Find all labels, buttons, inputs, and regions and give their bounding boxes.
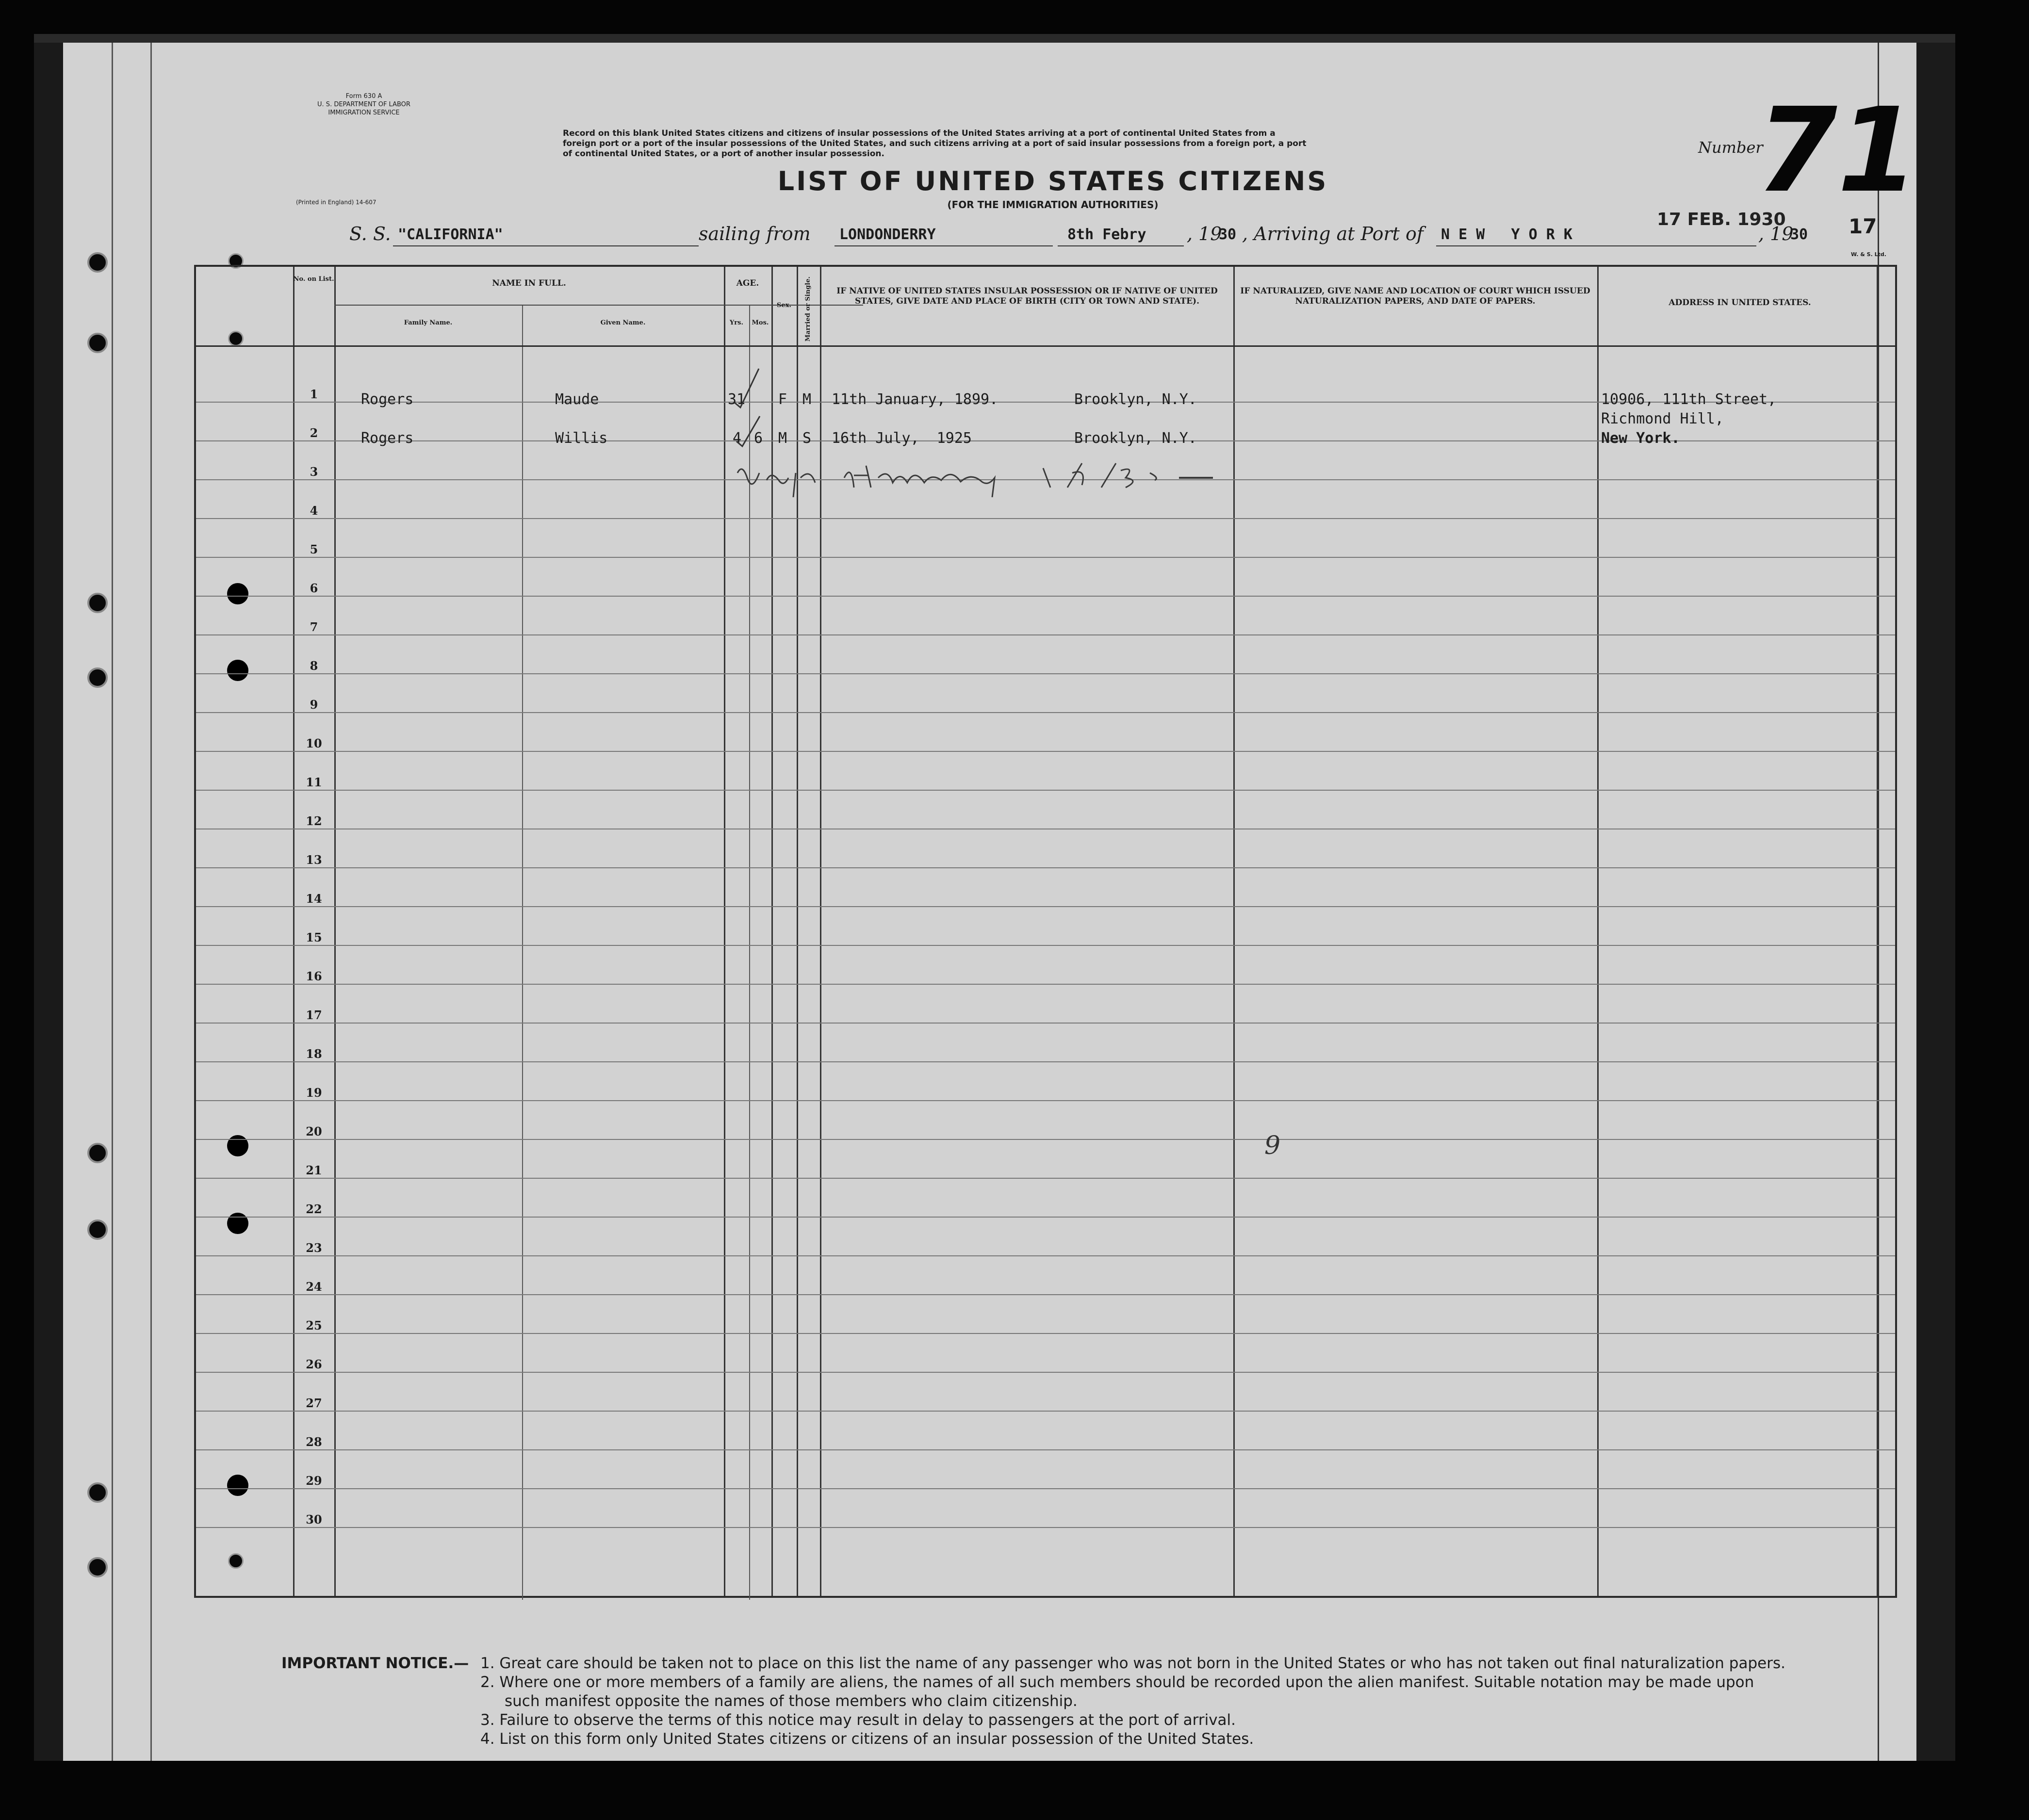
binder-shadow	[34, 34, 63, 1761]
arrival-year-prefix: , 19	[1758, 223, 1794, 244]
age-years-cell: 31	[728, 391, 746, 408]
binder-hole	[87, 593, 108, 613]
row-rule	[196, 1100, 1895, 1101]
column-divider	[1233, 267, 1235, 1596]
row-rule	[196, 1294, 1895, 1295]
col-header-number: No. on List.	[293, 276, 334, 283]
notice-item: such manifest opposite the names of those members who claim citizenship.	[505, 1692, 1078, 1710]
inspector-signature	[733, 458, 1227, 502]
row-rule	[196, 712, 1895, 713]
row-rule	[196, 1139, 1895, 1140]
row-number: 25	[306, 1318, 322, 1332]
row-number: 26	[306, 1357, 322, 1371]
column-divider	[1597, 267, 1599, 1596]
family-name-cell: Rogers	[361, 391, 414, 408]
arrival-port-underline	[1436, 245, 1756, 246]
birth-place-cell: Brooklyn, N.Y.	[1074, 391, 1197, 408]
form-instructions	[563, 129, 1577, 159]
row-rule	[196, 1449, 1895, 1450]
row-number: 8	[310, 659, 318, 673]
corner-number: 17	[1849, 214, 1877, 238]
instruction-line: foreign port or a port of the insular possessions of the United States, and such citizens arriving at a port of said insular possessions from a foreign port, a port	[563, 139, 1307, 148]
row-number: 29	[306, 1474, 322, 1488]
row-number: 16	[306, 969, 322, 983]
address-line: 10906, 111th Street,	[1601, 391, 1777, 408]
row-number: 19	[306, 1086, 322, 1100]
row-number: 20	[306, 1124, 322, 1138]
col-header-given-name: Given Name.	[600, 319, 646, 326]
column-divider	[522, 306, 523, 1600]
notice-item: 4. List on this form only United States citizens or citizens of an insular possession of the United States.	[480, 1730, 1254, 1748]
department-name: U. S. DEPARTMENT OF LABOR	[317, 101, 410, 108]
given-name-cell: Willis	[555, 430, 608, 447]
ss-label: S. S.	[349, 223, 391, 244]
arriving-label: , Arriving at Port of	[1242, 223, 1424, 244]
check-marks	[730, 364, 778, 456]
binder-line	[150, 34, 152, 1761]
col-header-marital: Married or Single.	[804, 276, 812, 341]
row-number: 23	[306, 1241, 322, 1255]
instruction-line: of continental United States, or a port of another insular possession.	[563, 149, 884, 159]
row-rule	[196, 673, 1895, 674]
row-number: 14	[306, 892, 322, 906]
sailing-from-label: sailing from	[699, 223, 811, 244]
notice-heading: IMPORTANT NOTICE.—	[281, 1655, 469, 1672]
row-number: 9	[310, 698, 318, 712]
row-number: 12	[306, 814, 322, 828]
date-underline	[1058, 245, 1184, 246]
binder-hole	[87, 252, 108, 273]
departure-year: 30	[1219, 226, 1237, 243]
instruction-line: Record on this blank United States citizens and citizens of insular possessions of the United States arriving at a port of continental United States from a	[563, 129, 1276, 138]
departure-date: 8th Febry	[1067, 226, 1146, 243]
address-line: New York.	[1601, 430, 1680, 447]
notice-item: 3. Failure to observe the terms of this notice may result in delay to passengers at the port of arrival.	[480, 1711, 1236, 1729]
row-rule	[196, 596, 1895, 597]
row-number: 27	[306, 1396, 322, 1410]
date-stamp: 17 FEB. 1930	[1657, 210, 1786, 229]
column-divider	[1877, 267, 1878, 1596]
row-number: 2	[310, 426, 318, 440]
row-number: 1	[310, 387, 318, 401]
service-name: IMMIGRATION SERVICE	[328, 109, 400, 116]
year-prefix: , 19	[1187, 223, 1222, 244]
col-header-sex: Sex.	[777, 302, 791, 309]
pencil-mark: 9	[1264, 1131, 1281, 1160]
arrival-port: N E W Y O R K	[1441, 226, 1572, 243]
list-number-label: Number	[1698, 138, 1763, 157]
ship-name: "CALIFORNIA"	[398, 226, 503, 243]
address-line: Richmond Hill,	[1601, 410, 1724, 427]
manifest-sheet	[34, 34, 1955, 1761]
row-rule	[196, 1527, 1895, 1528]
row-number: 7	[310, 620, 318, 634]
row-number: 17	[306, 1008, 322, 1022]
row-number: 18	[306, 1047, 322, 1061]
row-number: 15	[306, 930, 322, 944]
row-number: 21	[306, 1163, 322, 1177]
col-header-naturalization: IF NATURALIZED, GIVE NAME AND LOCATION OF COURT WHICH ISSUED NATURALIZATION PAPERS, AND DATE OF PAPERS.	[1240, 286, 1590, 306]
row-rule	[196, 867, 1895, 868]
col-header-months: Mos.	[752, 319, 769, 326]
binder-hole	[87, 1143, 108, 1163]
col-header-age: AGE.	[736, 278, 759, 288]
col-header-address: ADDRESS IN UNITED STATES.	[1669, 298, 1811, 308]
row-number: 11	[306, 775, 322, 789]
port-underline	[835, 245, 1053, 246]
binder-hole	[87, 1219, 108, 1240]
sex-cell: F	[778, 391, 787, 408]
top-page-edge	[34, 34, 1955, 43]
ship-underline	[393, 245, 699, 246]
row-rule	[196, 945, 1895, 946]
marital-cell: S	[802, 430, 812, 447]
binder-hole	[87, 333, 108, 353]
right-page-edge	[1916, 34, 1955, 1761]
col-header-family-name: Family Name.	[404, 319, 453, 326]
row-number: 10	[306, 736, 322, 750]
row-number: 24	[306, 1280, 322, 1294]
birth-date-cell: 16th July, 1925	[832, 430, 972, 447]
row-rule	[196, 1372, 1895, 1373]
page-title: LIST OF UNITED STATES CITIZENS	[777, 166, 1328, 196]
row-rule	[196, 1255, 1895, 1256]
col-header-name: NAME IN FULL.	[492, 278, 566, 288]
list-number: 71	[1756, 82, 1918, 218]
row-rule	[196, 518, 1895, 519]
row-number: 4	[310, 504, 318, 518]
row-number: 13	[306, 853, 322, 867]
row-number: 30	[306, 1512, 322, 1527]
printed-in-note: (Printed in England) 14-607	[296, 199, 376, 206]
form-identification	[286, 92, 442, 117]
notice-item: 2. Where one or more members of a family are aliens, the names of all such members should be recorded upon the alien manifest. Suitable notation may be made upon	[480, 1674, 1754, 1691]
voyage-line	[349, 223, 1902, 250]
row-rule	[196, 557, 1895, 558]
given-name-cell: Maude	[555, 391, 599, 408]
birth-date-cell: 11th January, 1899.	[832, 391, 998, 408]
sex-cell: M	[778, 430, 787, 447]
binder-line	[112, 34, 113, 1761]
row-number: 3	[310, 465, 318, 479]
column-divider	[334, 267, 336, 1596]
arrival-year: 30	[1790, 226, 1808, 243]
col-header-years: Yrs.	[730, 319, 743, 326]
row-rule	[196, 1217, 1895, 1218]
row-rule	[196, 634, 1895, 635]
row-rule	[196, 984, 1895, 985]
row-number: 5	[310, 542, 318, 556]
binder-hole	[87, 1482, 108, 1503]
binder-hole	[87, 1557, 108, 1577]
row-number: 6	[310, 581, 318, 595]
row-number: 28	[306, 1435, 322, 1449]
header-rule	[196, 345, 1895, 347]
row-rule	[196, 1488, 1895, 1489]
age-years-cell: 4	[733, 430, 742, 447]
col-header-birth: IF NATIVE OF UNITED STATES INSULAR POSSESSION OR IF NATIVE OF UNITED STATES, GIVE DATE AND PLACE OF BIRTH (CITY OR TOWN AND STATE).	[836, 286, 1218, 306]
marital-cell: M	[802, 391, 812, 408]
row-rule	[196, 906, 1895, 907]
column-divider	[724, 267, 725, 1596]
row-rule	[196, 790, 1895, 791]
row-rule	[196, 1061, 1895, 1062]
row-rule	[196, 1333, 1895, 1334]
birth-place-cell: Brooklyn, N.Y.	[1074, 430, 1197, 447]
departure-port: LONDONDERRY	[839, 226, 936, 243]
form-number: Form 630 A	[345, 93, 382, 100]
row-rule	[196, 1411, 1895, 1412]
row-rule	[196, 1023, 1895, 1024]
family-name-cell: Rogers	[361, 430, 414, 447]
row-rule	[196, 751, 1895, 752]
page-subtitle: (FOR THE IMMIGRATION AUTHORITIES)	[947, 199, 1159, 211]
row-rule	[196, 1178, 1895, 1179]
notice-item: 1. Great care should be taken not to place on this list the name of any passenger who was not born in the United States or who has not taken out final naturalization papers.	[480, 1655, 1785, 1672]
printer-mark: W. & S. Ltd.	[1851, 251, 1886, 258]
row-number: 22	[306, 1202, 322, 1216]
binder-hole	[87, 667, 108, 688]
age-months-cell: 6	[754, 430, 763, 447]
